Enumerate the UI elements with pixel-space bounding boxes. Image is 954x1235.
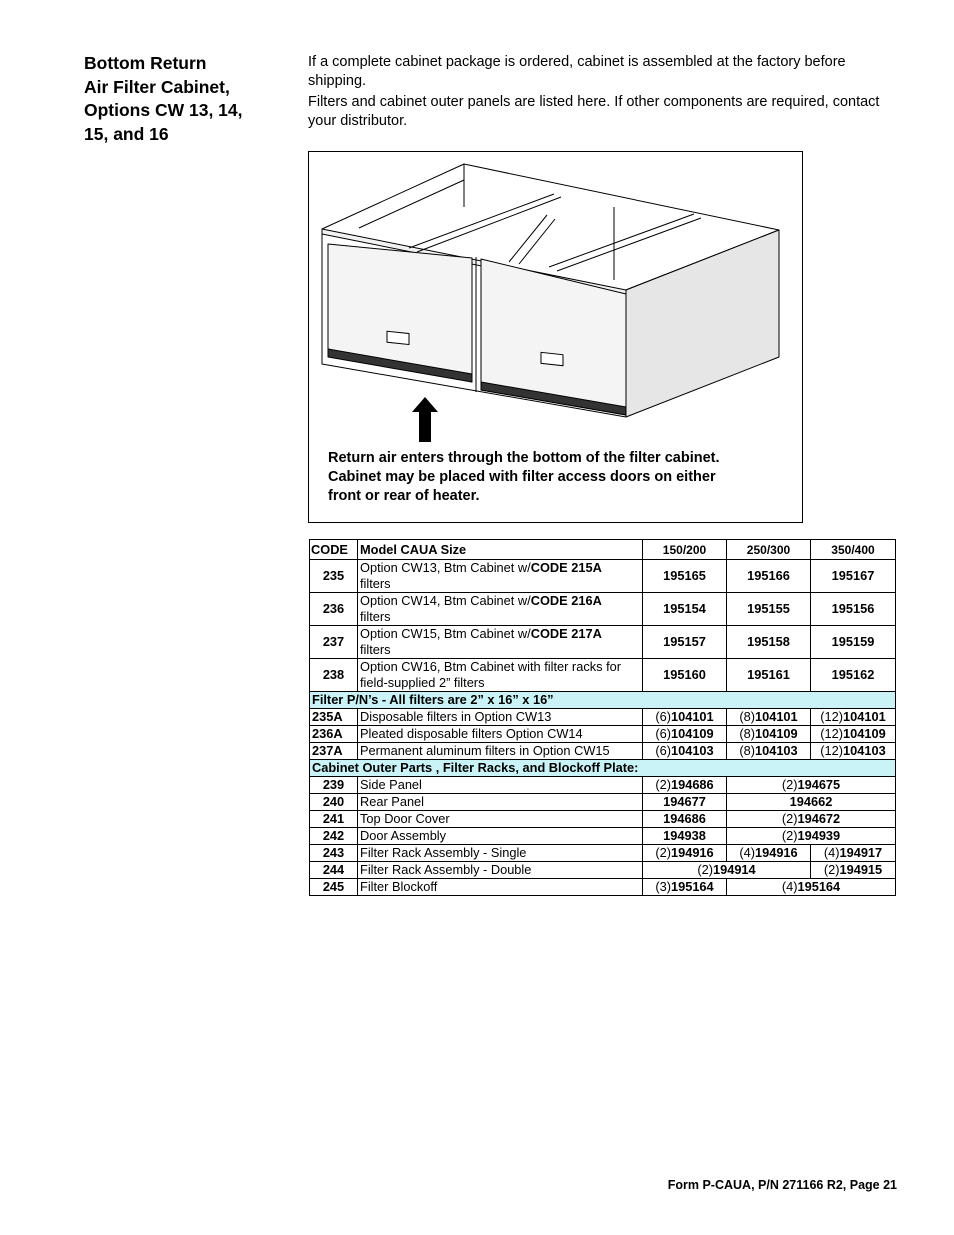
row-value: 195158 [727,626,811,659]
intro-paragraph: Filters and cabinet outer panels are listed here. If other components are required, contact your distributor. [308,94,880,129]
row-code: 245 [310,879,358,896]
row-description: Disposable filters in Option CW13 [358,709,643,726]
row-value: 195156 [811,593,896,626]
row-code: 236 [310,593,358,626]
filter-section-label: Filter P/N’s - All filters are 2” x 16” x 16” [310,692,896,709]
row-code: 240 [310,794,358,811]
row-value: 195155 [727,593,811,626]
row-description: Pleated disposable filters Option CW14 [358,726,643,743]
row-value: (6)104101 [643,709,727,726]
row-value: (3)195164 [643,879,727,896]
row-code: 238 [310,659,358,692]
table-row [310,845,896,862]
row-value: 195161 [727,659,811,692]
page-footer: Form P-CAUA, P/N 271166 R2, Page 21 [667,1178,897,1192]
row-value: 195160 [643,659,727,692]
section-title-line: 15, and 16 [84,123,169,144]
row-value: 194677 [643,794,727,811]
row-value: (2)194915 [811,862,896,879]
row-value: (4)194917 [811,845,896,862]
row-description: Permanent aluminum filters in Option CW15 [358,743,643,760]
header-size: 350/400 [811,540,896,560]
table-row [310,794,896,811]
header-model: Model CAUA Size [358,540,643,560]
row-value: (4)194916 [727,845,811,862]
table-row [310,726,896,743]
section-title [84,52,284,146]
row-value: (6)104109 [643,726,727,743]
row-value: (8)104101 [727,709,811,726]
header-size: 150/200 [643,540,727,560]
cabinet-section-label: Cabinet Outer Parts , Filter Racks, and Blockoff Plate: [310,760,896,777]
row-value: 195165 [643,560,727,593]
row-code: 235A [310,709,358,726]
table-row [310,828,896,845]
row-value: 195159 [811,626,896,659]
row-description: Filter Rack Assembly - Single [358,845,643,862]
row-code: 241 [310,811,358,828]
figure-caption [328,449,768,506]
row-code: 243 [310,845,358,862]
row-value: (12)104101 [811,709,896,726]
table-row [310,811,896,828]
row-description: Option CW14, Btm Cabinet w/CODE 216A filters [358,593,643,626]
intro-paragraph: If a complete cabinet package is ordered, cabinet is assembled at the factory before shipping. [308,54,846,89]
row-value: 194938 [643,828,727,845]
section-title-line: Bottom Return [84,53,207,73]
row-value: 195157 [643,626,727,659]
table-row [310,659,896,692]
row-value: (8)104103 [727,743,811,760]
filter-section-row [310,692,896,709]
row-value: (12)104109 [811,726,896,743]
row-value: (6)104103 [643,743,727,760]
table-header-row [310,540,896,560]
row-value: (12)104103 [811,743,896,760]
row-code: 236A [310,726,358,743]
caption-line: front or rear of heater. [328,488,480,504]
row-code: 237A [310,743,358,760]
row-value: 194662 [727,794,896,811]
caption-line: Return air enters through the bottom of the filter cabinet. [328,450,720,466]
row-value: 194686 [643,811,727,828]
header-code: CODE [310,540,358,560]
row-value: (4)195164 [727,879,896,896]
cabinet-section-row [310,760,896,777]
row-description: Side Panel [358,777,643,794]
row-code: 237 [310,626,358,659]
row-code: 242 [310,828,358,845]
row-code: 244 [310,862,358,879]
row-value: (2)194914 [643,862,811,879]
row-description: Filter Rack Assembly - Double [358,862,643,879]
row-value: (2)194686 [643,777,727,794]
section-title-line: Air Filter Cabinet, [84,76,230,97]
header-size: 250/300 [727,540,811,560]
row-value: (2)194675 [727,777,896,794]
row-code: 239 [310,777,358,794]
row-description: Rear Panel [358,794,643,811]
caption-line: Cabinet may be placed with filter access doors on either [328,469,716,485]
row-code: 235 [310,560,358,593]
table-row [310,709,896,726]
row-description: Door Assembly [358,828,643,845]
row-description: Filter Blockoff [358,879,643,896]
table-row [310,593,896,626]
section-title-line: Options CW 13, 14, [84,100,243,120]
cabinet-figure [308,151,803,523]
intro-text [308,53,898,133]
row-description: Option CW15, Btm Cabinet w/CODE 217A filters [358,626,643,659]
table-row [310,560,896,593]
row-value: (2)194916 [643,845,727,862]
row-value: (2)194939 [727,828,896,845]
row-value: 195166 [727,560,811,593]
row-value: 195162 [811,659,896,692]
row-value: (2)194672 [727,811,896,828]
parts-table [309,539,896,896]
row-value: 195154 [643,593,727,626]
table-row [310,743,896,760]
row-description: Option CW13, Btm Cabinet w/CODE 215A filters [358,560,643,593]
row-description: Top Door Cover [358,811,643,828]
row-description: Option CW16, Btm Cabinet with filter racks for field-supplied 2” filters [358,659,643,692]
table-row [310,879,896,896]
row-value: 195167 [811,560,896,593]
table-row [310,777,896,794]
row-value: (8)104109 [727,726,811,743]
table-row [310,626,896,659]
table-row [310,862,896,879]
